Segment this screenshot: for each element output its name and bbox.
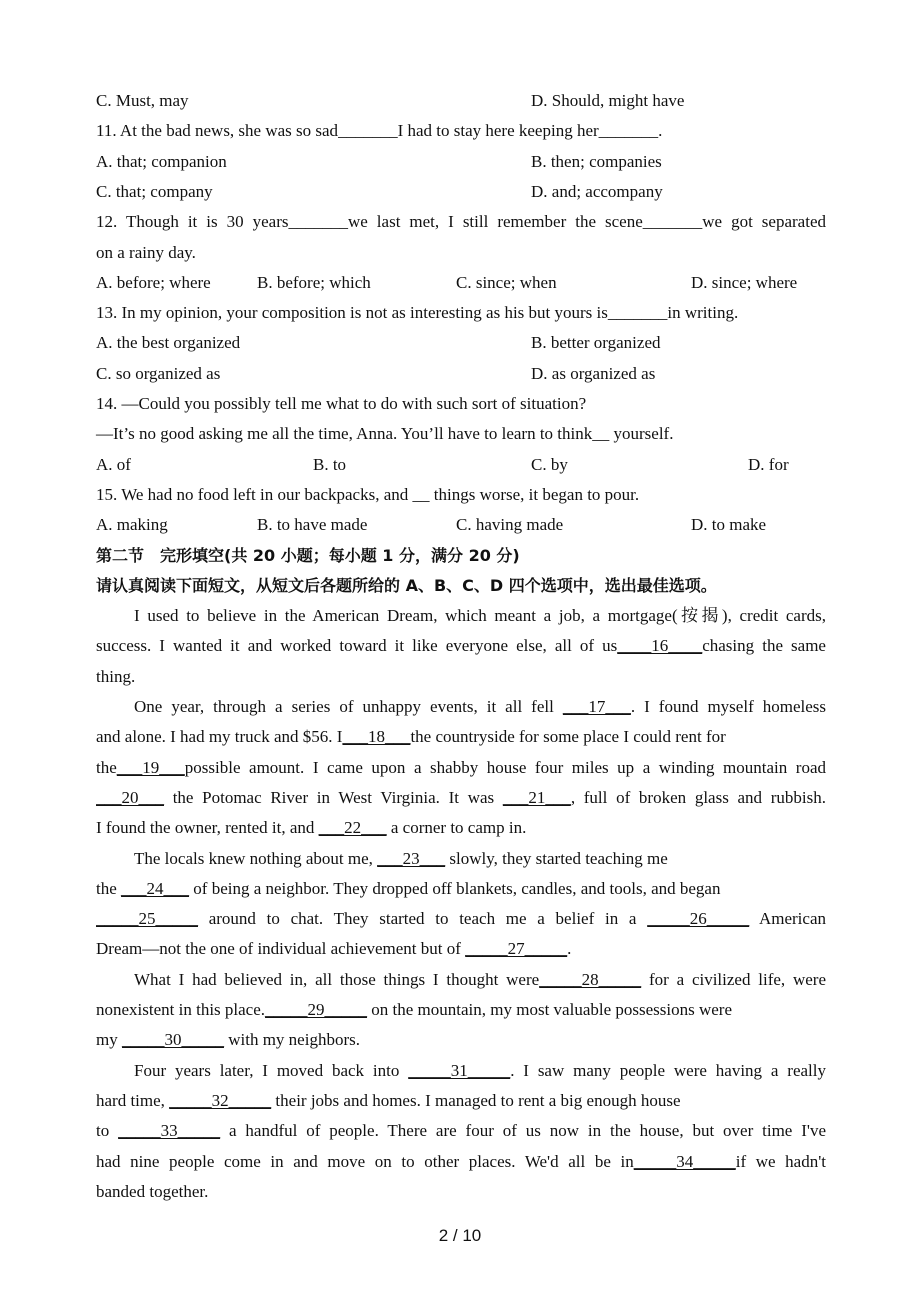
cloze-blank: _____31_____ — [408, 1060, 511, 1080]
text-segment: on a rainy day. — [96, 242, 196, 262]
cloze-blank: ___19___ — [116, 757, 185, 777]
text-segment: the — [96, 757, 117, 777]
text-segment: slowly, they started teaching me — [445, 848, 668, 868]
text-segment: —It’s no good asking me all the time, Anna. You’ll have to learn to think — [96, 424, 593, 444]
cloze-blank: _____25_____ — [96, 909, 198, 929]
text-segment: 14. —Could you possibly tell me what to do with such sort of situation? — [96, 394, 587, 413]
text-segment: in writing. — [667, 303, 739, 323]
answer-option: B. to have made — [257, 515, 368, 535]
text-segment: the — [96, 878, 122, 898]
text-line — [96, 116, 826, 146]
text-segment: thing. — [96, 666, 136, 686]
text-segment: we got separated — [702, 212, 826, 232]
answer-option: C. having made — [456, 515, 564, 535]
text-segment: a handful of people. There are four of us now in the house, but over time I've — [220, 1121, 826, 1141]
text-segment: , full of broken glass and rubbish. — [570, 787, 826, 807]
cloze-blank: ___24___ — [121, 878, 190, 898]
text-segment: . — [658, 121, 663, 141]
text-segment: chasing the same — [702, 636, 826, 656]
text-line — [96, 934, 826, 964]
text-segment: I found the owner, rented it, and — [96, 818, 319, 838]
answer-option: D. since; where — [691, 272, 798, 292]
answer-option: B. to — [313, 454, 347, 474]
text-line — [96, 1056, 826, 1086]
answer-option: B. then; companies — [531, 151, 662, 171]
cloze-blank: _____33_____ — [118, 1121, 221, 1141]
cloze-blank: _____32_____ — [169, 1090, 272, 1110]
text-segment: 请认真阅读下面短文，从短文后各题所给的 A、B、C、D 四个选项中，选出最佳选项。 — [96, 575, 717, 595]
text-line — [96, 1147, 826, 1177]
answer-options-row — [96, 86, 826, 116]
answer-option: A. the best organized — [96, 333, 241, 353]
text-line — [96, 783, 826, 813]
text-segment: What I had believed in, all those things I thought were — [134, 969, 540, 989]
text-segment: of being a neighbor. They dropped off blankets, candles, and tools, and began — [189, 878, 721, 898]
text-segment: American — [749, 909, 826, 929]
text-line — [96, 1086, 826, 1116]
answer-options-row — [96, 177, 826, 207]
text-segment: to — [96, 1121, 119, 1141]
text-segment: the Potomac River in West Virginia. It was — [164, 787, 503, 807]
text-segment: we last met, I still remember the scene — [347, 212, 643, 232]
text-segment: things worse, it began to pour. — [429, 484, 640, 504]
text-segment: banded together. — [96, 1181, 209, 1201]
text-segment: . I found myself homeless — [630, 697, 826, 716]
text-segment: . I saw many people were having a really — [510, 1060, 826, 1080]
text-segment: with my neighbors. — [223, 1030, 360, 1050]
text-line — [96, 1177, 826, 1207]
answer-option: B. before; which — [257, 272, 371, 292]
text-segment: 12. Though it is 30 years — [96, 212, 289, 232]
answer-option: D. and; accompany — [531, 181, 663, 201]
cloze-blank: ___23___ — [377, 848, 446, 868]
text-line — [96, 238, 826, 268]
answer-options-row — [96, 268, 826, 298]
text-line — [96, 419, 826, 449]
text-segment: . — [567, 939, 572, 959]
text-segment: _______ — [598, 121, 659, 141]
answer-options-row — [96, 359, 826, 389]
text-segment: The locals knew nothing about me, — [134, 848, 378, 868]
text-segment: 11. At the bad news, she was so sad — [96, 121, 339, 141]
text-segment: 第二节 完形填空(共 20 小题；每小题 1 分，满分 20 分) — [96, 545, 520, 565]
answer-option: D. Should, might have — [531, 91, 685, 110]
text-segment: _______ — [288, 212, 348, 232]
answer-option: A. before; where — [96, 272, 211, 292]
page-number: 2 / 10 — [438, 1226, 482, 1245]
text-line — [96, 1025, 826, 1055]
section-heading — [96, 571, 826, 601]
text-segment: 13. In my opinion, your composition is not as interesting as his but yours is — [96, 303, 608, 323]
text-line — [96, 480, 826, 510]
answer-option: D. as organized as — [531, 363, 656, 383]
cloze-blank: ___21___ — [502, 787, 571, 807]
text-line — [96, 298, 826, 328]
answer-options-row — [96, 510, 826, 540]
text-segment: success. I wanted it and worked toward it like everyone else, all of us — [96, 636, 618, 656]
text-segment: _______ — [338, 121, 398, 141]
cloze-blank: _____29_____ — [265, 1000, 368, 1019]
text-segment: Four years later, I moved back into — [134, 1060, 409, 1080]
text-line — [96, 904, 826, 934]
text-segment: I used to believe in the American Dream, which meant a job, a mortgage(按揭), credit cards, — [134, 606, 826, 626]
text-segment: yourself. — [609, 424, 674, 444]
text-line — [96, 844, 826, 874]
text-segment: __ — [412, 484, 430, 504]
cloze-blank: _____27_____ — [465, 939, 568, 959]
cloze-blank: _____26_____ — [647, 909, 750, 929]
text-segment: a corner to camp in. — [386, 818, 527, 838]
answer-options-row — [96, 328, 826, 358]
cloze-blank: ___18___ — [342, 727, 411, 747]
text-segment: __ — [592, 424, 610, 444]
answer-option: D. for — [748, 454, 789, 474]
answer-option: A. making — [96, 515, 168, 535]
text-line — [96, 601, 826, 631]
section-heading — [96, 541, 826, 571]
text-line — [96, 207, 826, 237]
text-line — [96, 631, 826, 661]
text-line — [96, 995, 826, 1025]
text-segment: nonexistent in this place. — [96, 1000, 266, 1019]
cloze-blank: ___22___ — [318, 818, 387, 838]
text-line — [96, 874, 826, 904]
text-line — [96, 662, 826, 692]
answer-option: D. to make — [691, 515, 767, 535]
text-segment: if we hadn't — [735, 1151, 826, 1171]
answer-option: A. of — [96, 454, 131, 474]
cloze-blank: ___17___ — [562, 697, 631, 716]
answer-option: C. by — [531, 454, 568, 474]
answer-options-row — [96, 147, 826, 177]
text-line — [96, 692, 826, 722]
answer-option: C. Must, may — [96, 91, 189, 110]
text-segment: I had to stay here keeping her — [397, 121, 599, 141]
cloze-blank: ____16____ — [617, 636, 703, 656]
text-segment: around to chat. They started to teach me a belief in a — [198, 909, 648, 929]
cloze-blank: _____30_____ — [121, 1030, 224, 1050]
answer-option: C. that; company — [96, 181, 213, 201]
text-segment: _______ — [607, 303, 668, 323]
text-line — [96, 389, 826, 419]
text-line — [96, 965, 826, 995]
cloze-blank: _____28_____ — [539, 969, 642, 989]
text-segment: _______ — [642, 212, 703, 232]
text-segment: the countryside for some place I could rent for — [410, 727, 726, 747]
text-segment: Dream—not the one of individual achievement but of — [96, 939, 466, 959]
cloze-blank: ___20___ — [96, 787, 164, 807]
text-line — [96, 753, 826, 783]
cloze-blank: _____34_____ — [633, 1151, 736, 1171]
text-segment: my — [96, 1030, 122, 1050]
answer-option: C. since; when — [456, 272, 557, 292]
text-segment: and alone. I had my truck and $56. I — [96, 727, 343, 747]
text-segment: for a civilized life, were — [641, 969, 826, 989]
text-line — [96, 722, 826, 752]
answer-option: A. that; companion — [96, 151, 227, 171]
text-segment: their jobs and homes. I managed to rent a big enough house — [271, 1090, 681, 1110]
text-line — [96, 1116, 826, 1146]
text-segment: One year, through a series of unhappy events, it all fell — [134, 697, 563, 716]
text-segment: had nine people come in and move on to other places. We'd all be in — [96, 1151, 634, 1171]
answer-options-row — [96, 450, 826, 480]
answer-option: C. so organized as — [96, 363, 221, 383]
answer-option: B. better organized — [531, 333, 661, 353]
text-segment: possible amount. I came upon a shabby house four miles up a winding mountain road — [184, 757, 826, 777]
text-segment: on the mountain, my most valuable possessions were — [367, 1000, 733, 1019]
text-segment: 15. We had no food left in our backpacks, and — [96, 484, 413, 504]
text-segment: hard time, — [96, 1090, 170, 1110]
text-line — [96, 813, 826, 843]
